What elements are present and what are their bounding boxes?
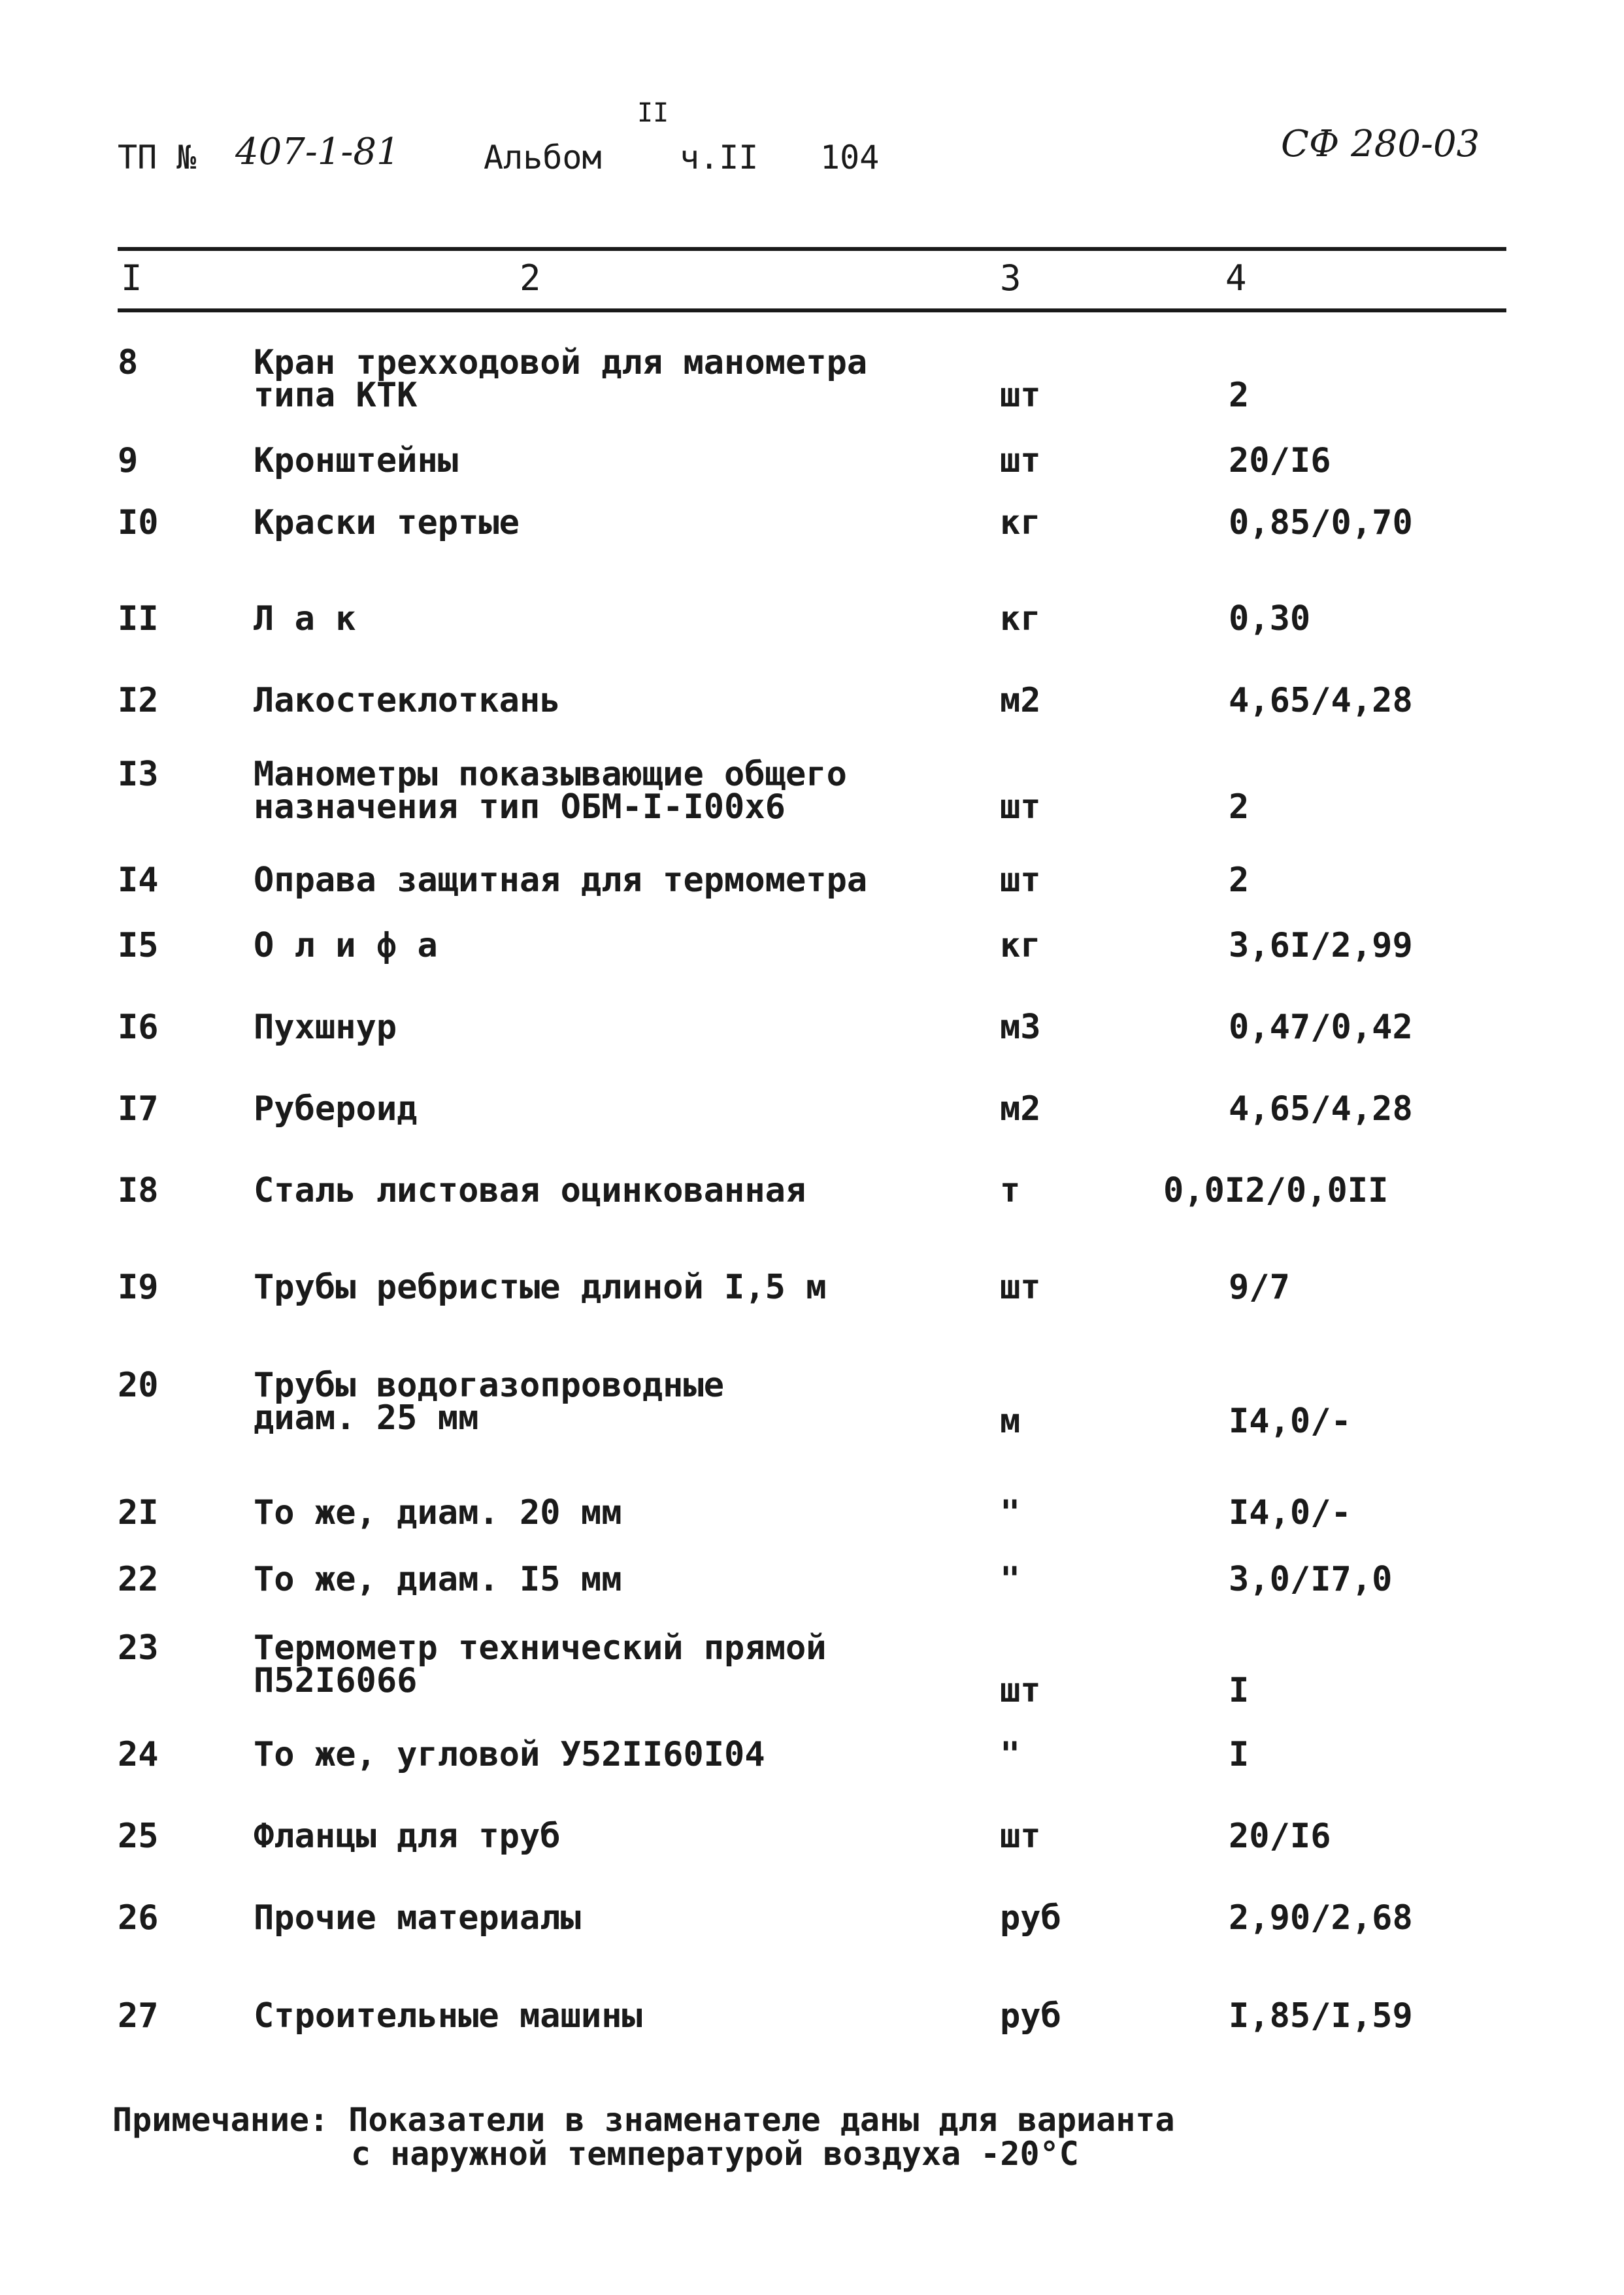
row-unit: " <box>1000 1493 1021 1532</box>
row-name: Сталь листовая оцинкованная <box>254 1171 806 1210</box>
table-row <box>0 1560 1624 1602</box>
row-name: Кронштейны <box>254 441 459 480</box>
row-number: I7 <box>118 1089 159 1129</box>
row-unit: м2 <box>1000 681 1041 720</box>
tp-prefix: ТП № <box>118 139 197 176</box>
row-quantity: I <box>1229 1671 1250 1710</box>
row-name: Строительные машины <box>254 1996 642 2036</box>
row-number: 22 <box>118 1560 159 1599</box>
row-unit: шт <box>1000 861 1041 900</box>
row-unit: руб <box>1000 1996 1061 2036</box>
row-name: То же, диам. I5 мм <box>254 1560 622 1599</box>
footnote-line-1: Показатели в знаменателе даны для варианта <box>348 2101 1175 2139</box>
row-name: Прочие материалы <box>254 1898 581 1938</box>
row-unit: шт <box>1000 376 1041 415</box>
row-unit: " <box>1000 1735 1021 1774</box>
row-number: 26 <box>118 1898 159 1938</box>
row-unit: шт <box>1000 1817 1041 1856</box>
album-part: ч.II <box>680 139 759 176</box>
table-row <box>0 343 1624 415</box>
row-unit: шт <box>1000 1671 1041 1710</box>
row-name: Трубы водогазопроводные диам. 25 мм <box>254 1366 725 1438</box>
row-quantity: I4,0/- <box>1229 1402 1351 1441</box>
tp-number: 407-1-81 <box>235 131 400 173</box>
row-unit: кг <box>1000 599 1041 638</box>
table-row <box>0 755 1624 827</box>
row-number: I6 <box>118 1008 159 1047</box>
table-row <box>0 1735 1624 1777</box>
table-row <box>0 1493 1624 1536</box>
table-row <box>0 1366 1624 1441</box>
row-quantity: 2 <box>1229 376 1250 415</box>
row-number: 23 <box>118 1628 159 1668</box>
row-name: То же, угловой У52II60I04 <box>254 1735 765 1774</box>
table-row <box>0 441 1624 484</box>
row-unit: руб <box>1000 1898 1061 1938</box>
row-number: 9 <box>118 441 139 480</box>
row-unit: м3 <box>1000 1008 1041 1047</box>
table-top-rule <box>118 247 1506 251</box>
row-name: Термометр технический прямой П52I6066 <box>254 1628 827 1700</box>
row-number: I8 <box>118 1171 159 1210</box>
table-row <box>0 1171 1624 1214</box>
row-quantity: I,85/I,59 <box>1229 1996 1413 2036</box>
column-header-2: 2 <box>520 257 541 299</box>
row-number: 20 <box>118 1366 159 1405</box>
row-unit: кг <box>1000 503 1041 542</box>
footnote-label: Примечание: <box>112 2101 329 2139</box>
row-number: 2I <box>118 1493 159 1532</box>
row-number: 8 <box>118 343 139 382</box>
row-number: 25 <box>118 1817 159 1856</box>
row-quantity: 2 <box>1229 787 1250 827</box>
row-name: Краски тертые <box>254 503 520 542</box>
row-number: 27 <box>118 1996 159 2036</box>
row-number: I3 <box>118 755 159 794</box>
page-number: 104 <box>820 139 880 176</box>
table-row <box>0 1996 1624 2039</box>
table-row <box>0 1817 1624 1859</box>
album-number: II <box>637 98 669 128</box>
footnote-line-2: с наружной температурой воздуха -20°С <box>351 2135 1079 2173</box>
table-row <box>0 681 1624 723</box>
row-unit: шт <box>1000 787 1041 827</box>
table-row <box>0 1008 1624 1050</box>
row-quantity: I <box>1229 1735 1250 1774</box>
row-quantity: 9/7 <box>1229 1268 1290 1307</box>
row-name: Оправа защитная для термометра <box>254 861 868 900</box>
row-number: I9 <box>118 1268 159 1307</box>
row-quantity: 3,6I/2,99 <box>1229 926 1413 965</box>
column-header-3: 3 <box>1000 257 1021 299</box>
row-quantity: 0,85/0,70 <box>1229 503 1413 542</box>
row-name: Кран трехходовой для манометра типа КТК <box>254 343 868 415</box>
row-unit: шт <box>1000 441 1041 480</box>
row-name: Пухшнур <box>254 1008 397 1047</box>
row-quantity: 0,0I2/0,0II <box>1163 1171 1389 1210</box>
sheet-code: СФ 280-03 <box>1281 123 1480 165</box>
column-header-4: 4 <box>1225 257 1247 299</box>
table-row <box>0 1089 1624 1132</box>
row-quantity: 20/I6 <box>1229 1817 1331 1856</box>
row-name: Лакостеклоткань <box>254 681 561 720</box>
row-quantity: 20/I6 <box>1229 441 1331 480</box>
row-unit: м2 <box>1000 1089 1041 1129</box>
column-header-1: I <box>121 257 142 299</box>
row-unit: шт <box>1000 1268 1041 1307</box>
row-number: I0 <box>118 503 159 542</box>
row-number: I5 <box>118 926 159 965</box>
row-number: 24 <box>118 1735 159 1774</box>
row-name: Л а к <box>254 599 356 638</box>
row-number: I2 <box>118 681 159 720</box>
row-quantity: 3,0/I7,0 <box>1229 1560 1393 1599</box>
row-name: Манометры показывающие общего назначения тип ОБМ-I-I00х6 <box>254 755 847 827</box>
row-quantity: 0,47/0,42 <box>1229 1008 1413 1047</box>
row-quantity: I4,0/- <box>1229 1493 1351 1532</box>
table-row <box>0 599 1624 642</box>
table-row <box>0 1898 1624 1941</box>
row-name: Рубероид <box>254 1089 418 1129</box>
row-number: I4 <box>118 861 159 900</box>
row-number: II <box>118 599 159 638</box>
row-unit: кг <box>1000 926 1041 965</box>
row-unit: т <box>1000 1171 1021 1210</box>
table-row <box>0 926 1624 968</box>
row-name: Трубы ребристые длиной I,5 м <box>254 1268 827 1307</box>
row-quantity: 4,65/4,28 <box>1229 681 1413 720</box>
album-label: Альбом <box>484 139 602 176</box>
table-row <box>0 861 1624 903</box>
table-header-rule <box>118 308 1506 312</box>
row-quantity: 2 <box>1229 861 1250 900</box>
table-row <box>0 1628 1624 1710</box>
row-name: То же, диам. 20 мм <box>254 1493 622 1532</box>
row-unit: " <box>1000 1560 1021 1599</box>
row-name: Фланцы для труб <box>254 1817 561 1856</box>
row-unit: м <box>1000 1402 1021 1441</box>
table-row <box>0 503 1624 546</box>
row-quantity: 4,65/4,28 <box>1229 1089 1413 1129</box>
row-name: О л и ф а <box>254 926 438 965</box>
row-quantity: 0,30 <box>1229 599 1311 638</box>
table-row <box>0 1268 1624 1310</box>
row-quantity: 2,90/2,68 <box>1229 1898 1413 1938</box>
footnote <box>112 2103 1175 2171</box>
